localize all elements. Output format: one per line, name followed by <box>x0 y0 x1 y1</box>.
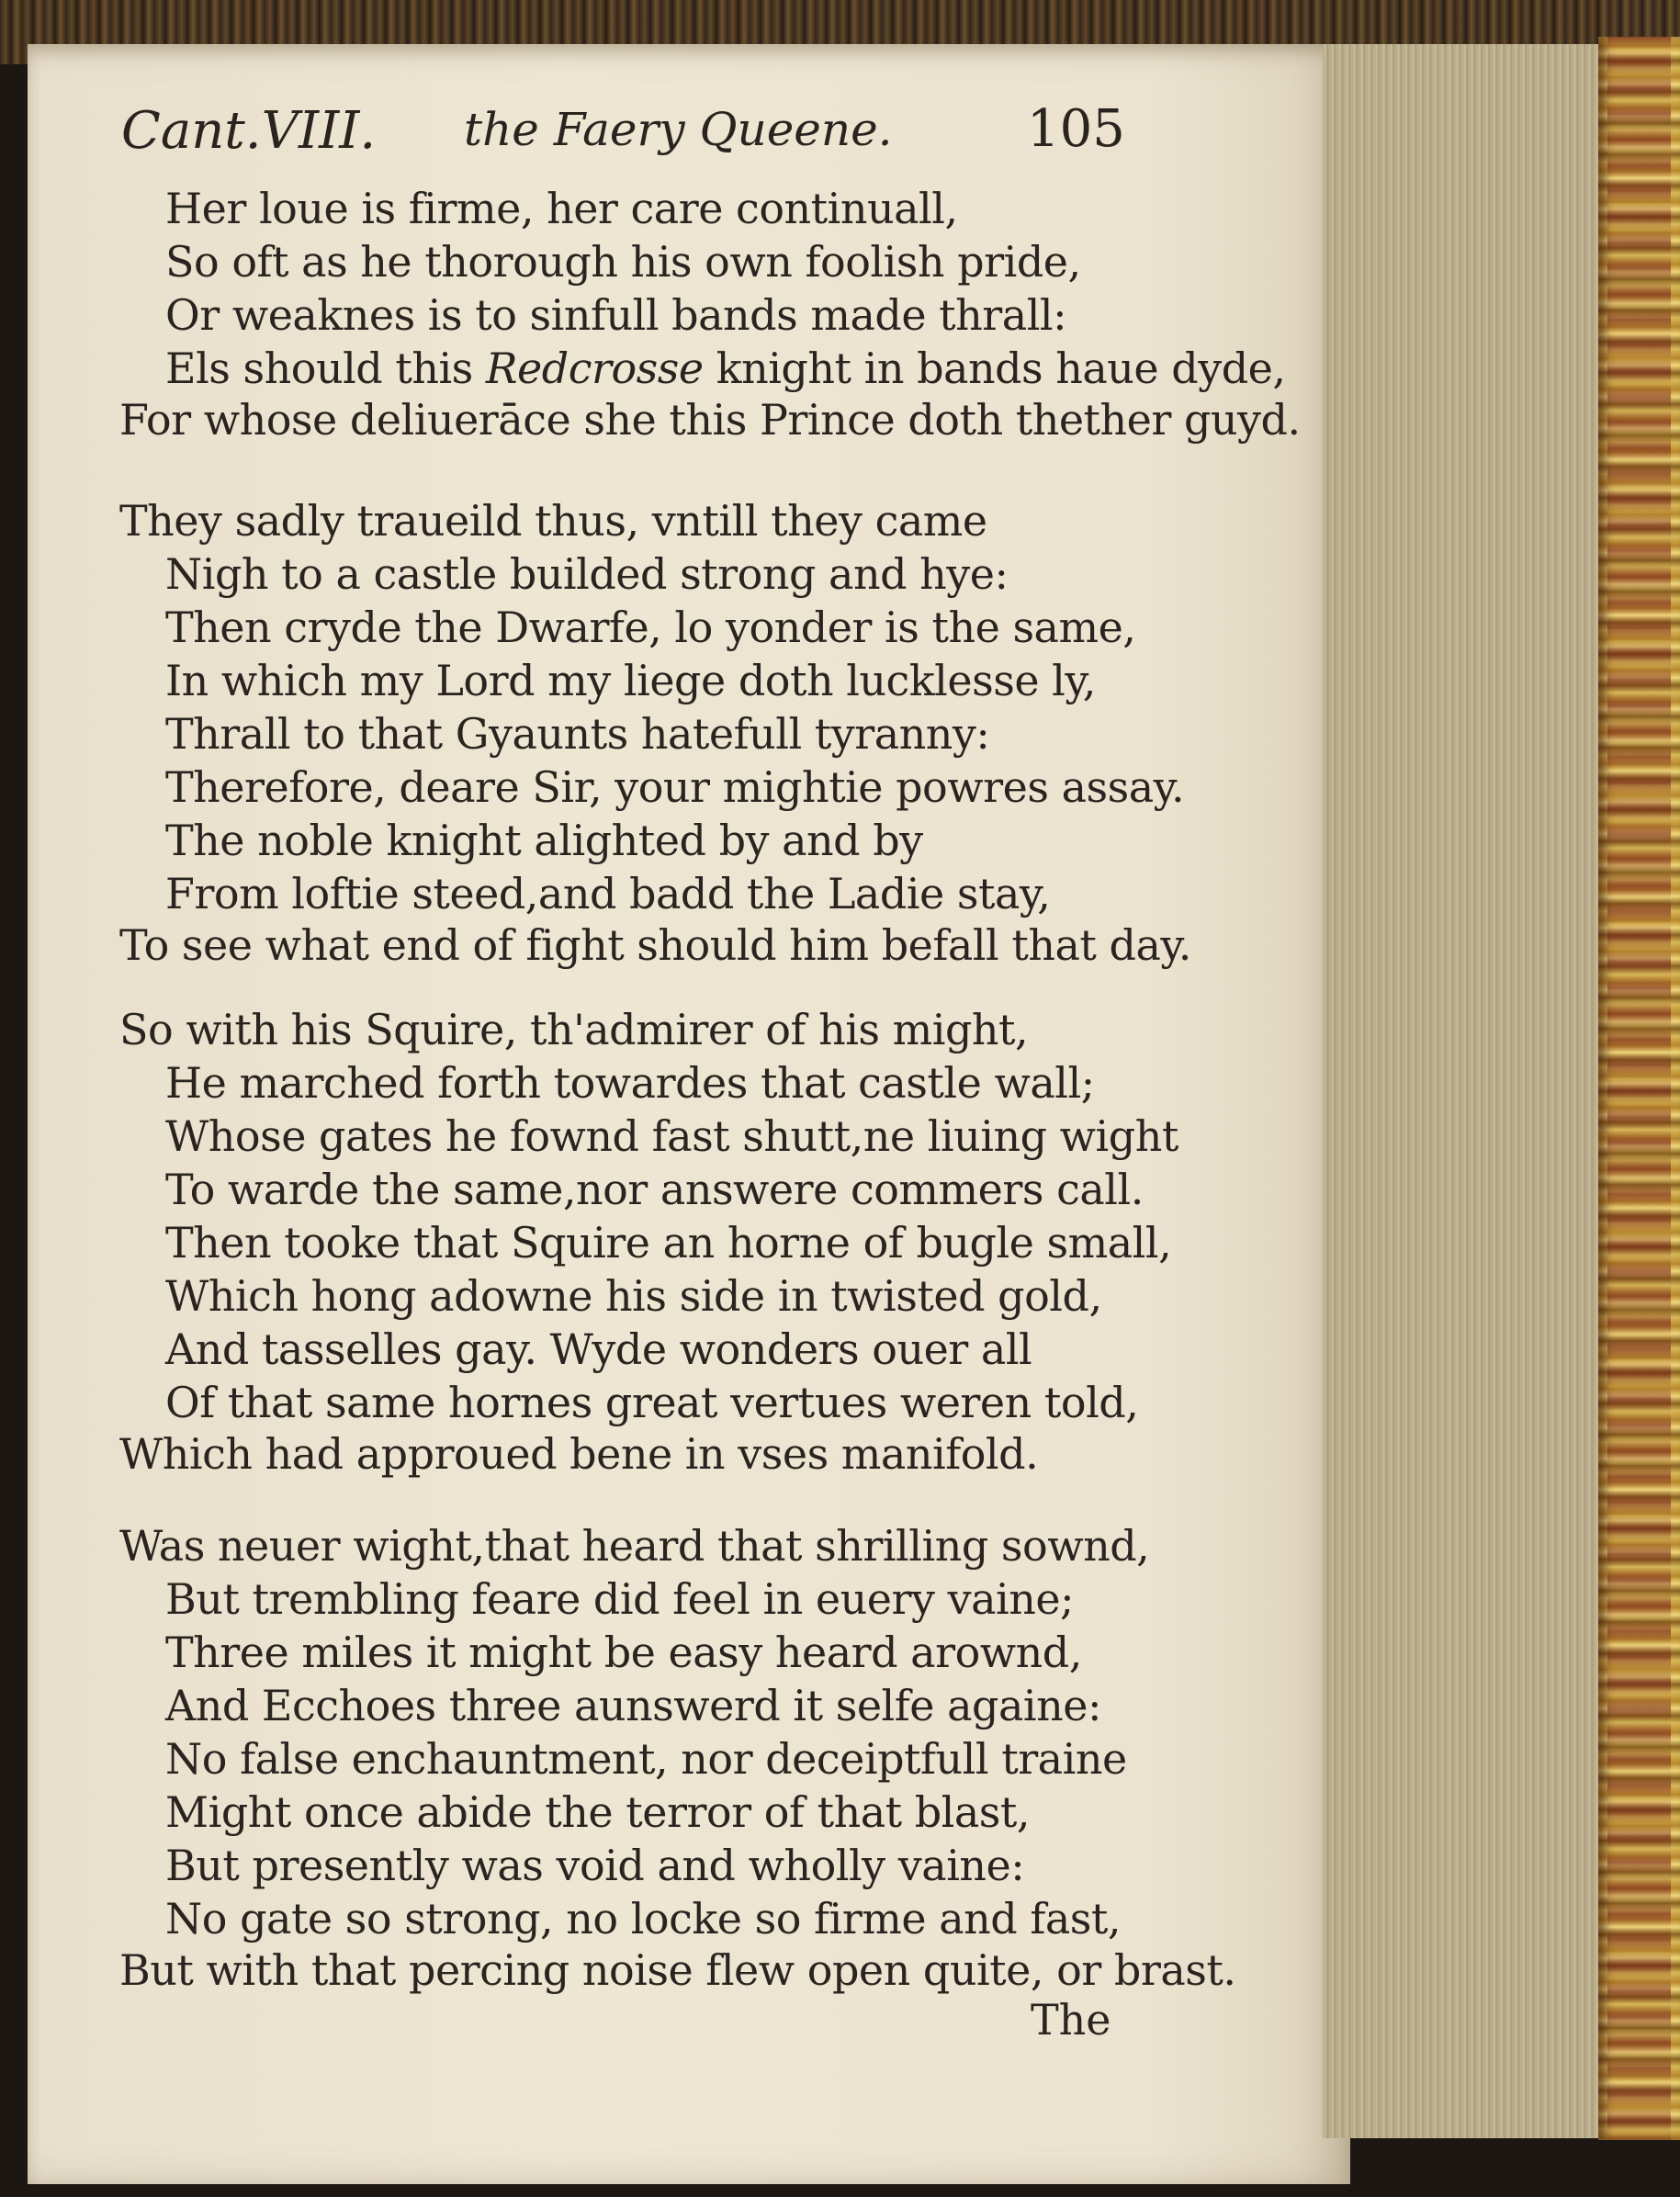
verse-line: Then tooke that Squire an horne of bugle small, <box>165 1218 1172 1268</box>
running-head-canto: Cant.VIII. <box>121 101 377 161</box>
verse-line: Or weaknes is to sinfull bands made thrall: <box>165 290 1067 340</box>
verse-line: Three miles it might be easy heard arownd, <box>165 1628 1082 1677</box>
page-edges <box>1323 44 1598 2138</box>
verse-line: No gate so strong, no locke so firme and fast, <box>165 1894 1122 1944</box>
verse-line: No false enchauntment, nor deceiptfull traine <box>165 1734 1127 1784</box>
verse-line: Might once abide the terror of that blast, <box>165 1787 1031 1837</box>
verse-line: So with his Squire, th'admirer of his might, <box>119 1005 1029 1054</box>
verse-line: But presently was void and wholly vaine: <box>165 1841 1025 1890</box>
verse-line: Then cryde the Dwarfe, lo yonder is the same, <box>165 603 1136 652</box>
verse-line: In which my Lord my liege doth lucklesse ly, <box>165 656 1096 705</box>
verse-line: And Ecchoes three aunswerd it selfe againe: <box>165 1681 1101 1730</box>
verse-line: They sadly traueild thus, vntill they came <box>119 496 987 546</box>
verse-line-segment: knight in bands haue dyde, <box>703 344 1286 393</box>
verse-line: But with that percing noise flew open quite, or brast. <box>119 1945 1236 1995</box>
verse-line: To warde the same,nor answere commers call. <box>165 1165 1144 1214</box>
verse-line: Of that same hornes great vertues weren told, <box>165 1378 1139 1427</box>
verse-line-segment: Els should this <box>165 344 486 393</box>
verse-line: He marched forth towardes that castle wall; <box>165 1058 1095 1108</box>
verse-line <box>165 344 1286 393</box>
catchword: The <box>1031 1995 1111 2045</box>
verse-line: To see what end of fight should him befall that day. <box>119 920 1191 970</box>
verse-line: From loftie steed,and badd the Ladie stay, <box>165 869 1051 918</box>
verse-line: Therefore, deare Sir, your mightie powres assay. <box>165 762 1185 812</box>
verse-line: Her loue is firme, her care continuall, <box>165 184 958 233</box>
verse-line-italic-name: Redcrosse <box>485 344 704 393</box>
verse-line: Was neuer wight,that heard that shrilling sownd, <box>119 1521 1150 1571</box>
verse-line: For whose deliuerāce she this Prince doth thether guyd. <box>119 395 1301 445</box>
verse-line: Which had approued bene in vses manifold. <box>119 1429 1039 1479</box>
gilt-border <box>1598 37 1680 2140</box>
running-head-title: the Faery Queene. <box>464 103 893 156</box>
verse-line: The noble knight alighted by and by <box>165 816 923 865</box>
verse-line: And tassellеs gay. Wyde wonders ouer all <box>165 1324 1032 1374</box>
verse-line: Nigh to a castle builded strong and hye: <box>165 549 1009 599</box>
page-number: 105 <box>1027 99 1125 159</box>
verse-line: So oft as he thorough his own foolish pride, <box>165 237 1081 287</box>
verse-line: Whose gates he fownd fast shutt,ne liuing wight <box>165 1111 1178 1161</box>
verse-line: Which hong adowne his side in twisted gold, <box>165 1271 1102 1321</box>
verse-line: But trembling feare did feel in euery vaine; <box>165 1574 1075 1624</box>
verse-line: Thrall to that Gyaunts hatefull tyranny: <box>165 709 990 759</box>
